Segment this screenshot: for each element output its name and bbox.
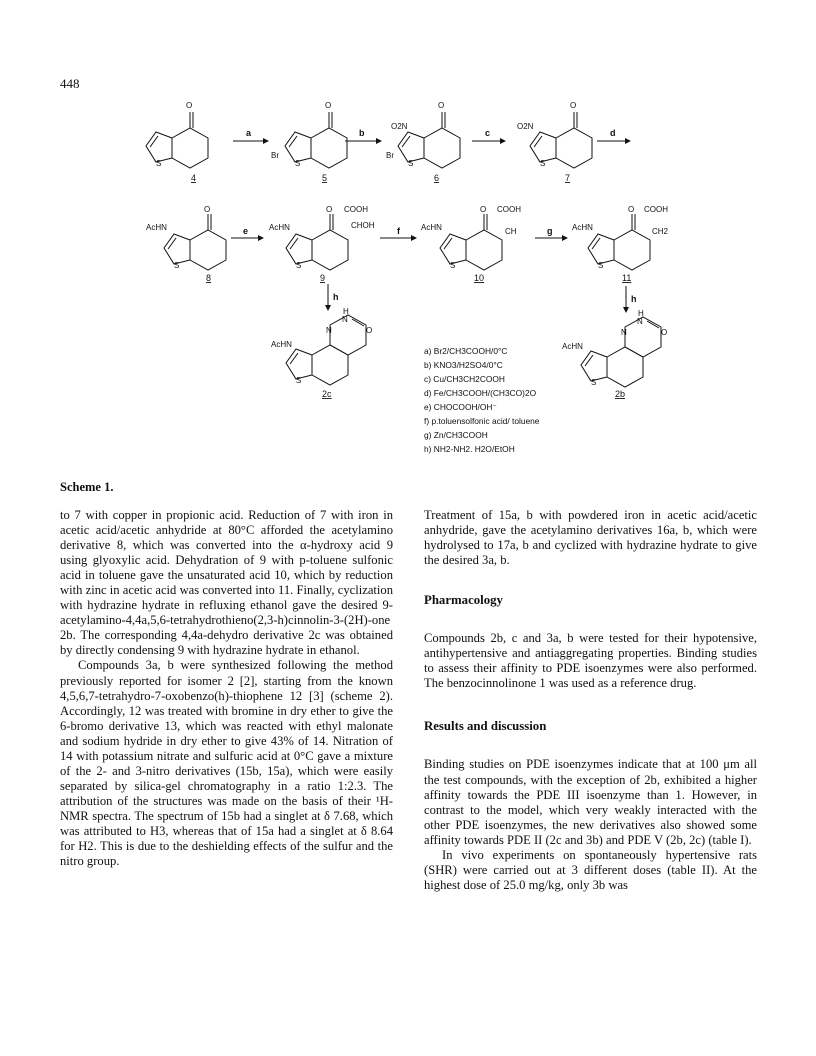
svg-text:11: 11 (622, 273, 632, 283)
svg-text:g: g (547, 226, 553, 236)
svg-text:h: h (631, 294, 637, 304)
svg-text:Br: Br (271, 151, 279, 160)
compound-11 (572, 205, 669, 283)
svg-text:f: f (397, 226, 400, 236)
compound-5 (271, 101, 347, 183)
reaction-conditions-list (424, 346, 540, 454)
condition-item: f) p.toluensolfonic acid/ toluene (424, 416, 540, 426)
compound-4 (146, 101, 208, 183)
svg-text:COOH: COOH (344, 205, 368, 214)
compound-9 (269, 205, 375, 283)
svg-text:7: 7 (565, 173, 571, 183)
condition-item: g) Zn/CH3COOH (424, 430, 488, 440)
svg-text:AcHN: AcHN (146, 223, 167, 232)
scheme-caption: Scheme 1. (60, 480, 114, 494)
svg-text:d: d (610, 128, 616, 138)
svg-text:S: S (540, 159, 546, 168)
svg-text:AcHN: AcHN (562, 342, 583, 351)
svg-text:O: O (326, 205, 333, 214)
svg-text:O2N: O2N (517, 122, 534, 131)
compound-2b (562, 309, 667, 399)
svg-text:10: 10 (474, 273, 485, 283)
svg-text:CHOH: CHOH (351, 221, 375, 230)
svg-text:S: S (408, 159, 414, 168)
page-number: 448 (60, 76, 80, 91)
svg-text:S: S (598, 261, 604, 270)
svg-text:COOH: COOH (497, 205, 521, 214)
body-paragraph: Compounds 3a, b were synthesized following the method previously reported for isomer 2 [2], starting from the known 4,5,6,7-tetrahydro-7-oxobenzo(h)-thiophene 12 [3] (scheme 2). Accordingly, 12 was treated with bromine in dry ether to give the 6-bromo derivative 13, which was reacted with ethyl malonate and sodium hydride in dry ether to give 43% of 14. Nitration of 14 with potassium nitrate and sulfuric acid at 0°C gave a mixture of the 2- and 3-nitro derivatives (15b, 15a), which were easily separated by silica-gel chromatography in a ratio 1:2.3. The attribution of the structures was made on the basis of their ¹H-NMR spectra. The spectrum of 15b had a singlet at δ 7.68, which was attributed to H3, whereas that of 15a had a singlet at δ 8.64 for H2. This is due to the deshielding effects of the sulfur and the nitro group. (60, 658, 393, 869)
right-column (424, 508, 757, 893)
left-column (60, 508, 393, 869)
compound-10 (421, 205, 521, 283)
svg-text:H: H (638, 309, 644, 318)
body-paragraph: Treatment of 15a, b with powdered iron in acetic acid/acetic anhydride, gave the acetylamino derivatives 16a, b, which were hydrolysed to 17a, b and cyclized with hydrazine hydrate to give the desired 3a, b. (424, 508, 757, 568)
condition-item: c) Cu/CH3CH2COOH (424, 374, 505, 384)
svg-text:O2N: O2N (391, 122, 408, 131)
svg-text:AcHN: AcHN (269, 223, 290, 232)
arrow-label: a (246, 128, 252, 138)
svg-text:Br: Br (386, 151, 394, 160)
svg-text:b: b (359, 128, 365, 138)
compound-7 (517, 101, 592, 183)
atom-label-o: O (186, 101, 193, 110)
svg-text:8: 8 (206, 273, 212, 283)
svg-text:5: 5 (322, 173, 328, 183)
svg-text:COOH: COOH (644, 205, 668, 214)
svg-text:6: 6 (434, 173, 440, 183)
svg-text:CH: CH (505, 227, 517, 236)
svg-text:N: N (342, 315, 348, 324)
svg-text:CH2: CH2 (652, 227, 669, 236)
section-heading-pharmacology: Pharmacology (424, 593, 503, 608)
condition-item: b) KNO3/H2SO4/0°C (424, 360, 503, 370)
condition-item: a) Br2/CH3COOH/0°C (424, 346, 508, 356)
svg-text:9: 9 (320, 273, 326, 283)
svg-text:N: N (637, 317, 643, 326)
svg-text:AcHN: AcHN (271, 340, 292, 349)
body-paragraph: to 7 with copper in propionic acid. Reduction of 7 with iron in acetic acid/acetic anhydride at 80°C afforded the acetylamino derivative 8, which was converted into the α-hydroxy acid 9 using glyoxylic acid. Dehydration of 9 with p-toluene sulfonic acid in toluene gave the unsaturated acid 10, which by reduction with zinc in acetic acid was converted into 11. Finally, cyclization with hydrazine hydrate in refluxing ethanol gave the desired 9-acetylamino-4,4a,5,6-tetrahydrothieno(2,3-h)cinnolin-3-(2H)-one 2b. The corresponding 4,4a-dehydro derivative 2c was obtained by directly condensing 9 with hydrazine hydrate in ethanol. (60, 508, 393, 658)
atom-label-s: S (156, 159, 162, 168)
body-paragraph: Compounds 2b, c and 3a, b were tested for their hypotensive, antihypertensive and antiaggregating properties. Binding studies to assess their affinity to PDE isoenzymes were also performed. The benzocinnolinone 1 was used as a reference drug. (424, 631, 757, 691)
svg-text:S: S (174, 261, 180, 270)
svg-text:2b: 2b (615, 389, 626, 399)
svg-text:O: O (628, 205, 635, 214)
condition-item: d) Fe/CH3COOH/(CH3CO)2O (424, 388, 537, 398)
svg-text:S: S (295, 159, 301, 168)
svg-text:N: N (621, 328, 627, 337)
svg-text:N: N (326, 326, 332, 335)
compound-8 (146, 205, 226, 283)
svg-text:O: O (325, 101, 332, 110)
svg-text:c: c (485, 128, 491, 138)
condition-item: h) NH2-NH2. H2O/EtOH (424, 444, 515, 454)
svg-text:S: S (450, 261, 456, 270)
svg-text:O: O (438, 101, 445, 110)
condition-item: e) CHOCOOH/OH⁻ (424, 402, 497, 412)
svg-text:S: S (296, 376, 302, 385)
svg-text:O: O (480, 205, 487, 214)
svg-text:S: S (296, 261, 302, 270)
svg-text:2c: 2c (322, 389, 332, 399)
compound-6 (386, 101, 460, 183)
svg-text:e: e (243, 226, 249, 236)
section-heading-results: Results and discussion (424, 719, 547, 734)
svg-text:O: O (204, 205, 211, 214)
svg-text:H: H (343, 307, 349, 316)
svg-text:AcHN: AcHN (572, 223, 593, 232)
svg-text:AcHN: AcHN (421, 223, 442, 232)
svg-text:h: h (333, 292, 339, 302)
svg-text:O: O (661, 328, 668, 337)
compound-2c (271, 307, 372, 399)
reaction-scheme (0, 0, 816, 470)
body-paragraph: Binding studies on PDE isoenzymes indicate that at 100 μm all the test compounds, with the exception of 2b, exhibited a higher affinity towards the PDE III isoenzyme than 1. However, in contrast to the model, which very weakly interacted with the other PDE isoenzymes, the new derivatives also showed some affinity towards PDE II (2c and 3b) and PDE V (2b, 2c) (table I). (424, 757, 757, 847)
body-paragraph: In vivo experiments on spontaneously hypertensive rats (SHR) were carried out at 3 different doses (table II). At the highest dose of 25.0 mg/kg, only 3b was (424, 847, 757, 892)
svg-text:S: S (591, 378, 597, 387)
svg-text:O: O (570, 101, 577, 110)
svg-text:O: O (366, 326, 373, 335)
compound-number: 4 (191, 173, 197, 183)
